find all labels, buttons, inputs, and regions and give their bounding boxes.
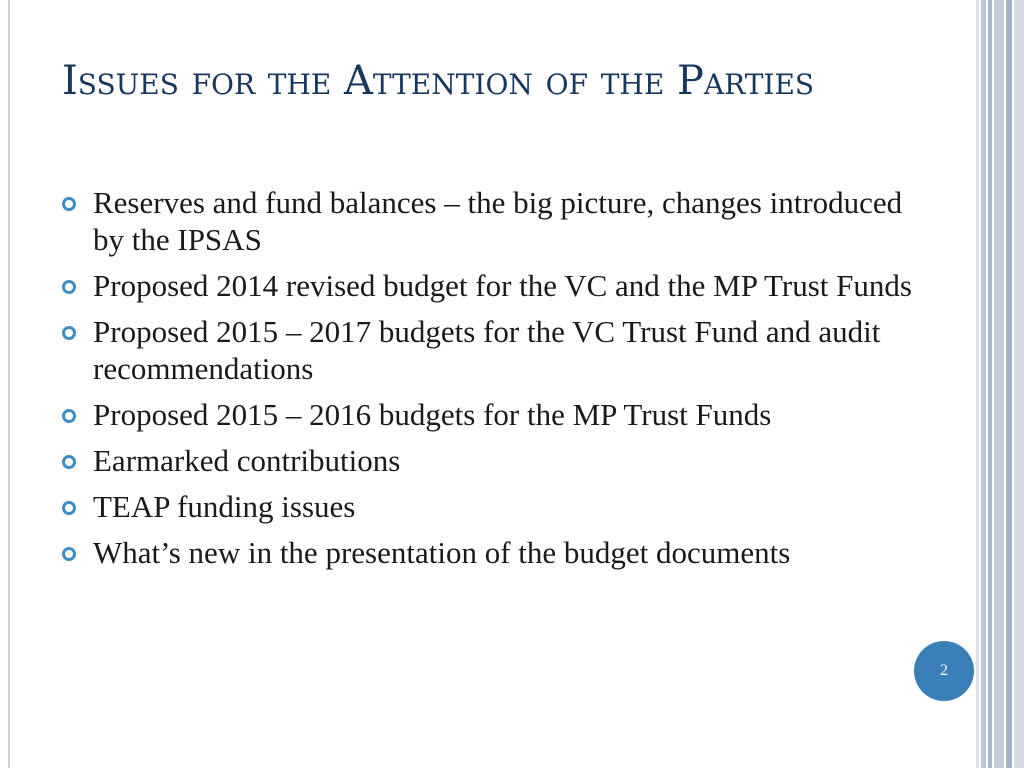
bullet-text: Proposed 2015 – 2016 budgets for the MP Trust Funds: [93, 397, 772, 432]
bullet-item: [62, 442, 912, 479]
slide-title: Issues for the Attention of the Parties: [62, 58, 815, 104]
bullet-text: Proposed 2014 revised budget for the VC and the MP Trust Funds: [93, 268, 912, 303]
bullet-item: [62, 534, 912, 571]
page-number-badge: [914, 641, 974, 701]
page-number: 2: [940, 662, 948, 679]
left-border-line: [8, 0, 10, 768]
stripe: [1006, 0, 1012, 768]
ring-bullet-icon: [62, 197, 76, 211]
stripe: [981, 0, 986, 768]
bullet-text: Reserves and fund balances – the big picture, changes introduced by the IPSAS: [93, 185, 903, 257]
bullet-text: What’s new in the presentation of the budget documents: [93, 535, 791, 570]
bullet-item: [62, 267, 912, 304]
bullet-list: [62, 184, 912, 580]
bullet-text: Proposed 2015 – 2017 budgets for the VC Trust Fund and audit recommendations: [93, 314, 881, 386]
ring-bullet-icon: [62, 547, 76, 561]
bullet-item: [62, 313, 912, 387]
ring-bullet-icon: [62, 409, 76, 423]
bullet-item: [62, 488, 912, 525]
bullet-text: Earmarked contributions: [93, 443, 401, 478]
bullet-item: [62, 396, 912, 433]
ring-bullet-icon: [62, 280, 76, 294]
stripe: [976, 0, 979, 768]
ring-bullet-icon: [62, 501, 76, 515]
stripe: [1014, 0, 1024, 768]
right-decorative-stripes: [976, 0, 1024, 768]
ring-bullet-icon: [62, 326, 76, 340]
stripe: [988, 0, 992, 768]
ring-bullet-icon: [62, 455, 76, 469]
bullet-item: [62, 184, 912, 258]
bullet-text: TEAP funding issues: [93, 489, 356, 524]
stripe: [994, 0, 1004, 768]
